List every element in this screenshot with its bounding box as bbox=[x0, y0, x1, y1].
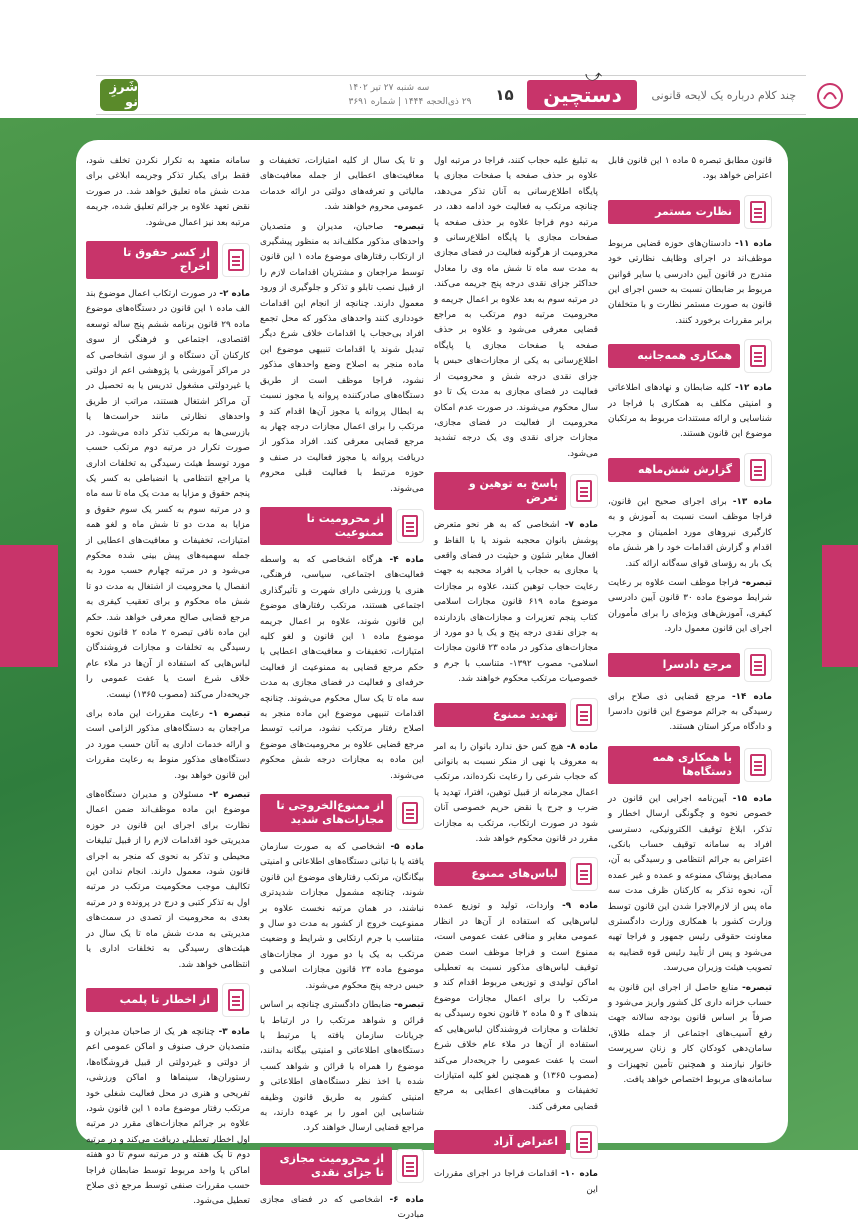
paragraph bbox=[86, 287, 250, 703]
paragraph-text: اشخاصی که به صورت سازمان یافته یا با تبانی دستگاه‌های اطلاعاتی و امنیتی بیگانگان، مرتکب رفتارهای موضوع این قانون شوند، چنانچه مشمول مجازات شدیدتری نباشند، در همان مرتبه نخست علاوه بر ممنوعیت خروج از کشور به مدت دو سال و متناسب با جرم ارتکابی و شرایط و وضعیت مرتکب به یک یا دو مورد از مجازات‌های موضوع ماده ۲۳ قانون مجازات اسلامی و حبس درجه پنج محکوم می‌شوند. bbox=[260, 842, 424, 991]
section-title: تهدید ممنوع bbox=[434, 703, 566, 727]
paragraph bbox=[608, 981, 772, 1089]
article-number: ماده ۲- bbox=[219, 289, 250, 300]
paragraph bbox=[608, 576, 772, 638]
section-heading bbox=[608, 648, 772, 682]
document-icon bbox=[396, 796, 424, 830]
section-heading bbox=[608, 195, 772, 229]
side-band-right bbox=[822, 545, 858, 667]
paragraph-text: هیچ کس حق ندارد بانوان را به امر به معروف یا نهی از منکر نسبت به بانوانی که حجاب شرعی را رعایت نکرده‌اند، مرتکب اعمال مجرمانه از قبیل توهین، افترا، تهدید یا ضرب و جرح یا نقض حریم خصوصی آنان شود در صورت ارتکاب، مرتکب به مجازات مقرر در قانون محکوم خواهد شد. bbox=[434, 741, 598, 845]
document-icon bbox=[744, 648, 772, 682]
section-title: مرجع دادسرا bbox=[608, 653, 740, 677]
article-number: ماده ۳- bbox=[218, 1026, 250, 1037]
document-icon bbox=[744, 453, 772, 487]
document-icon bbox=[570, 857, 598, 891]
column-3 bbox=[434, 154, 598, 1195]
document-icon bbox=[744, 339, 772, 373]
paragraph bbox=[86, 788, 250, 973]
document-icon bbox=[570, 474, 598, 508]
article-card bbox=[76, 140, 788, 1221]
paragraph-text: به تبلیغ علیه حجاب کنند، فراجا در مرتبه اول علاوه بر حذف صفحه یا صفحات مجازی یا پایگاه اطلاع‌رسانی به آنان تذکر می‌دهد، چنانچه مرتکب به فعالیت خود ادامه دهد، در مرتبه دوم فراجا علاوه بر حذف صفحه یا صفحات مجازی یا پایگاه اطلاع‌رسانی و محرومیت از هرگونه فعالیت در فضای مجازی به مدت سه ماه تا شش ماه وی را معادل حداکثر جزای نقدی درجه پنج جریمه می‌کند. در مرتبه سوم به بعد علاوه بر اعمال جریمه و محرومیت مرتبه دوم مرتکب به مراجع قضایی معرفی می‌شود و علاوه بر حذف صفحه یا صفحات مجازی یا پایگاه اطلاع‌رسانی به یکی از مجازات‌های حبس یا جزای نقدی درجه شش و محرومیت از فعالیت در فضای مجازی به مدت یک تا دو سال محکوم می‌شوند. در صورت عدم امکان محرومیت از فعالیت در فضای مجازی، مجازات جزای نقدی وی یک درجه تشدید می‌شود. bbox=[434, 156, 598, 459]
section-heading bbox=[608, 453, 772, 487]
document-icon bbox=[396, 509, 424, 543]
article-number: تبصره- bbox=[394, 1000, 424, 1011]
header-tagline: چند کلام درباره یک لایحه قانونی bbox=[651, 88, 796, 102]
article-number: تبصره- bbox=[394, 221, 424, 232]
date-line-1: سه شنبه ۲۷ تیر ۱۴۰۲ bbox=[348, 83, 430, 93]
document-icon bbox=[570, 1125, 598, 1159]
page-header bbox=[96, 75, 806, 115]
side-band-left bbox=[0, 545, 58, 667]
section-title: نظارت مستمر bbox=[608, 200, 740, 224]
article-number: ماده ۱۲- bbox=[734, 383, 772, 394]
section-heading bbox=[260, 507, 424, 545]
article-number: ماده ۱۱- bbox=[734, 238, 772, 249]
paragraph-text: برای اجرای صحیح این قانون، فراجا موظف است نسبت به آموزش و به کارگیری نیروهای مورد اطمینان و مجرب اقدام و گزارش اقدامات خود را هر شش ماه یک بار به رؤسای قوای سه‌گانه ارائه کند. bbox=[608, 496, 772, 569]
section-heading bbox=[86, 983, 250, 1017]
section-title: اعتراض آزاد bbox=[434, 1130, 566, 1154]
column-2 bbox=[260, 154, 424, 1221]
paragraph-text: کلیه ضابطان و نهادهای اطلاعاتی و امنیتی مکلف به همکاری با فراجا در شناسایی و ارائه مستندات مربوط به مرتکبان موضوع این قانون هستند. bbox=[608, 383, 772, 440]
date-line-2: ۲۹ ذی‌الحجه ۱۴۴۴ | شماره ۳۶۹۱ bbox=[348, 97, 472, 107]
paragraph bbox=[608, 495, 772, 572]
article-number: ماده ۱۳- bbox=[732, 496, 772, 507]
document-icon bbox=[570, 698, 598, 732]
article-number: ماده ۴- bbox=[389, 554, 424, 565]
paragraph bbox=[608, 237, 772, 329]
article-number: تبصره ۱- bbox=[209, 709, 250, 719]
article-number: ماده ۵- bbox=[390, 842, 424, 853]
document-icon bbox=[396, 1149, 424, 1183]
paragraph-text: هرگاه اشخاصی که به واسطه فعالیت‌های اجتماعی، سیاسی، فرهنگی، هنری یا ورزشی دارای شهرت و تأثیرگذاری اجتماعی هستند، مرتکب رفتارهای موضوع این قانون شوند، علاوه بر اعمال جریمه موضوع ماده ۱ این قانون و لغو کلیه امتیازات، تخفیفات و معافیت‌های اعطایی با حکم مرجع قضایی به ممنوعیت از فعالیت حرفه‌ای و فعالیت در فضای مجازی به مدت سه ماه تا یک سال محکوم می‌شوند. چنانچه اقدامات تنبیهی موضوع این ماده منجر به اصلاح رفتار مرتکب نشود، مراتب توسط مرجع قضایی علاوه بر محرومیت‌های موضوع این ماده به مجازات درجه شش محکوم می‌شوند. bbox=[260, 554, 424, 781]
paragraph-text: دادستان‌های حوزه قضایی مربوط موظف‌اند در اجرای وظایف نظارتی خود مندرج در قانون آیین دادرسی یا سایر قوانین مربوط بر ضابطان نسبت به حسن اجرای این قانون به صورت مستمر نظارت و با متخلفان برابر مقررات برخورد کنند. bbox=[608, 238, 772, 326]
document-icon bbox=[744, 195, 772, 229]
paragraph-text: در صورت ارتکاب اعمال موضوع بند الف ماده ۱ این قانون در دستگاه‌های موضوع ماده ۲۹ قانون برنامه ششم پنج ساله توسعه اقتصادی، اجتماعی و فرهنگی از سوی کارکنان آن دستگاه و از سوی اشخاصی که در مراکز آموزشی یا پژوهشی اعم از دولتی یا غیردولتی مشغول تدریس یا به تحصیل در آن مراکز اشتغال هستند، مراتب از طریق واحدهای نظارتی مانند حراست‌ها یا بازرسی‌ها به مرتکب تذکر داده می‌شود. در صورت تکرار در مرتبه دوم مرتکب حسب مورد توسط هیئت رسیدگی به تخلفات اداری یا مراجع انتظامی یا انضباطی به کسر یک پنجم حقوق و مزایا به مدت یک ماه تا سه ماه و در مرتبه سوم به کسر یک سوم حقوق و مزایا به مدت دو تا شش ماه و لغو همه امتیازات، تخفیفات و معافیت‌های اعطایی از جمله سهمیه‌های پیش بینی شده محکوم می‌شود و در مرتبه چهارم حسب مورد به انفصال یا محرومیت از اشتغال به مدت دو تا شش ماه محکوم و برای تعقیب کیفری به مرجع قضایی صالح معرفی خواهد شد. حکم این ماده نافی تبصره ۲ ماده ۲ قانون نحوه رسیدگی به تخلفات و مجازات فروشندگان لباس‌هایی که استفاده از آن‌ها در ملاء عام خلاف شرع است یا عفت عمومی را جریحه‌دار می‌کند (مصوب ۱۳۶۵) نیست. bbox=[86, 289, 250, 700]
section-title: از محرومیت مجازی تا جزای نقدی bbox=[260, 1147, 392, 1185]
article-number: تبصره- bbox=[742, 577, 772, 588]
section-title: پاسخ به توهین و تعرض bbox=[434, 472, 566, 510]
article-number: تبصره- bbox=[742, 982, 772, 993]
paragraph bbox=[434, 518, 598, 687]
section-title: از اخطار تا پلمب bbox=[86, 988, 218, 1012]
paragraph bbox=[608, 792, 772, 977]
section-title: لباس‌های ممنوع bbox=[434, 862, 566, 886]
paragraph-text: اشخاصی که به هر نحو متعرض پوشش بانوان محجبه شوند یا با الفاظ و افعال مغایر شئون و حیثیت در فضای واقعی یا مجازی به حجاب یا افراد محجبه به جهت رعایت حجاب توهین کنند، علاوه بر مجازات موضوع ماده ۶۱۹ قانون مجازات اسلامی کتاب پنجم تعزیرات و مجازات‌های بازدارنده به جزای نقدی درجه پنج و یک یا دو مورد از مجازات‌های مذکور در ماده ۲۳ قانون مجازات اسلامی- مصوب ۱۳۹۲- متناسب با جرم و خصوصیات مرتکب محکوم خواهند شد. bbox=[434, 520, 598, 685]
paragraph-text: واردات، تولید و توزیع عمده لباس‌هایی که استفاده از آن‌ها در انظار عمومی مغایر و منافی عفت عمومی است، ممنوع است و فراجا موظف است ضمن توقیف لباس‌های مذکور نسبت به تعطیلی اماکن تولیدی و توزیعی مربوط اقدام کند و مرتکب را برای اعمال مجازات موضوع بندهای ۴ و ۵ ماده ۲ قانون نحوه رسیدگی به تخلفات و مجازات فروشندگان لباس‌هایی که استفاده از آن‌ها در ملاء عام خلاف شرع است یا عفت عمومی را جریحه‌دار می‌کند (مصوب ۱۳۶۵) و همچنین لغو کلیه امتیازات تخفیفات و معافیت‌های اعطایی به مرجع قضایی معرفی کند. bbox=[434, 901, 598, 1112]
paragraph bbox=[434, 740, 598, 848]
column-1 bbox=[86, 154, 251, 1207]
article-number: ماده ۶- bbox=[389, 1194, 424, 1205]
article-number: ماده ۹- bbox=[562, 901, 598, 912]
curved-arrow-icon: ⤻ bbox=[585, 66, 603, 85]
article-number: ماده ۱۰- bbox=[561, 1169, 598, 1180]
section-heading bbox=[608, 746, 772, 784]
paragraph bbox=[260, 1193, 424, 1224]
column-4 bbox=[608, 154, 772, 1133]
section-heading bbox=[434, 1125, 598, 1159]
section-title: از محرومیت تا ممنوعیت bbox=[260, 507, 392, 545]
article-number: ماده ۸- bbox=[566, 741, 598, 752]
document-icon bbox=[222, 983, 250, 1017]
paragraph bbox=[260, 840, 424, 994]
section-brand: دستچین bbox=[527, 80, 637, 110]
paragraph bbox=[608, 381, 772, 443]
paragraph-text: ضابطان دادگستری چنانچه بر اساس قرائن و شواهد مرتکب را در ارتباط با جریانات سازمان یافته یا مرتبط با دستگاه‌های اطلاعاتی و امنیتی بیگانه بدانند، موضوع را همراه با قرائن و شواهد کسب شده با اخذ نظر دستگاه‌های اطلاعاتی و امنیتی کشور به طریق قانون وظیفه شناسایی این امور را بر عهده دارند، به مراجع قضایی ارسال خواهند کرد. bbox=[260, 1000, 424, 1134]
newspaper-logo: شَرزِ نو bbox=[100, 79, 138, 111]
paragraph-text: قانون مطابق تبصره ۵ ماده ۱ این قانون قابل اعتراض خواهد بود. bbox=[608, 156, 772, 182]
section-heading bbox=[86, 241, 250, 279]
paragraph-text: مسئولان و مدیران دستگاه‌های موضوع این ماده موظف‌اند ضمن اعمال نظارت برای اجرای این قانون در حوزه مدیریتی خود اقدامات لازم را از قبیل تبلیغات محیطی و تذکر به نحوی که منجر به اجرای قانون شود، معمول دارند. انجام ندادن این تکالیف موجب محکومیت مرتکب در مرتبه اول به تذکر کتبی و درج در پرونده و در مرتبه بعدی به محرومیت از تصدی در سمت‌های مدیریتی به مدت شش ماه تا یک سال در هیئت‌های رسیدگی به تخلفات اداری یا انتظامی خواهد شد. bbox=[86, 790, 250, 970]
paragraph bbox=[260, 220, 424, 497]
section-title: با همکاری همه دستگاه‌ها bbox=[608, 746, 740, 784]
section-title: از ممنوع‌الخروجی تا مجازات‌های شدید bbox=[260, 794, 392, 832]
paragraph-text: مرجع قضایی ذی صلاح برای رسیدگی به جرائم موضوع این قانون دادسرا و دادگاه مرکز استان هستند. bbox=[608, 691, 772, 733]
emblem-icon bbox=[810, 78, 850, 114]
paragraph-text: سامانه متعهد به تکرار نکردن تخلف شود، فقط برای یکبار تذکر وجریمه ابلاغی برای مدت شش ماه تعلیق خواهد شد. در صورت نقض تعهد علاوه بر جرائم تعلیق شده، جریمه مرتبه بعد نیز اعمال می‌شود. bbox=[86, 156, 250, 228]
section-heading bbox=[434, 698, 598, 732]
article-number: ماده ۱۴- bbox=[732, 691, 772, 702]
document-icon bbox=[744, 748, 772, 782]
section-title: از کسر حقوق تا اخراج bbox=[86, 241, 218, 279]
paragraph-text: فراجا موظف است علاوه بر رعایت شرایط موضوع ماده ۳۰ قانون آیین دادرسی کیفری، آموزش‌های ویژه‌ای را برای مأموران اجرای این قانون معمول دارد. bbox=[608, 577, 773, 635]
document-icon bbox=[222, 243, 250, 277]
section-heading bbox=[434, 857, 598, 891]
article-number: تبصره ۲- bbox=[209, 790, 251, 801]
section-heading bbox=[260, 794, 424, 832]
paragraph bbox=[608, 154, 772, 185]
section-title: گزارش شش‌ماهه bbox=[608, 458, 740, 482]
paragraph bbox=[608, 690, 772, 736]
paragraph bbox=[434, 1167, 598, 1198]
paragraph bbox=[260, 998, 424, 1137]
section-heading bbox=[260, 1147, 424, 1185]
paragraph-text: رعایت مقررات این ماده برای مراجعان به دستگاه‌های مذکور الزامی است و ارائه خدمات اداری به آنان حسب مورد در دستگاه‌های مذکور منوط به رعایت مقررات این قانون خواهد بود. bbox=[86, 709, 250, 781]
paragraph-text: صاحبان، مدیران و متصدیان واحدهای مذکور مکلف‌اند به منظور پیشگیری از ارتکاب رفتارهای موضوع ماده ۱ این قانون توسط مراجعان و مشتریان اقدامات لازم را از قبیل نصب تابلو و تذکر و جلوگیری از ورود معمول دارند. چنانچه از انجام این اقدامات خودداری کنند واحدهای مذکور که محل تجمع افراد بی‌حجاب یا اقدامات خلاف شرع دیگر تبدیل شوند یا اقدامات تنبیهی موضوع این ماده منجر به اصلاح وضع واحدهای مذکور نشود، فراجا موظف است از طریق دستگاه‌های صادرکننده پروانه یا مجوز نسبت به ابطال پروانه یا مجوز آن‌ها اقدام کند و مرتکب را برای اعمال مجازات درجه چهار به مرجع قضایی معرفی کند. افراد مذکور از دریافت پروانه یا مجوز فعالیت در صنف و حوزه مرتبط با فعالیت قبلی محروم می‌شوند. bbox=[260, 221, 424, 494]
paragraph-text: اقدامات فراجا در اجرای مقررات این bbox=[434, 1169, 598, 1195]
section-heading bbox=[434, 472, 598, 510]
paragraph bbox=[260, 154, 424, 216]
paragraph-text: آیین‌نامه اجرایی این قانون در خصوص نحوه و چگونگی ارسال اخطار و تذکر، ابلاغ توقیف الکترونیکی، دسترسی افراد به سامانه توقیف حساب بانکی، اعتراض به جرائم انتظامی و رسیدگی به آن، مصادیق پوشاک ممنوعه و عمده و غیر عمده آن، نحوه تذکر به کارکنان ظرف مدت سه ماه پس از لازم‌الاجرا شدن این قانون توسط وزارت کشور با همکاری وزارت دادگستری معاونت حقوقی رئیس جمهور و فراجا تهیه می‌شود و پس از تأیید رئیس قوه قضاییه به تصویب هیئت وزیران می‌رسد. bbox=[608, 793, 772, 974]
page-number: ۱۵ bbox=[495, 86, 514, 104]
paragraph bbox=[434, 899, 598, 1115]
article-number: ماده ۷- bbox=[564, 520, 598, 531]
paragraph-text: منابع حاصل از اجرای این قانون به حساب خزانه داری کل کشور واریز می‌شود و صرفاً بر اساس قانون بودجه سالانه جهت رفع آسیب‌های اجتماعی از جمله طلاق، سامان‌دهی کودکان کار و زنان سرپرست خانوار نیازمند و همچنین تأمین تجهیزات و سامانه‌های مربوط اختصاص خواهد یافت. bbox=[608, 982, 772, 1086]
paragraph bbox=[86, 154, 250, 231]
paragraph bbox=[86, 1025, 250, 1210]
paragraph-text: اشخاصی که در فضای مجازی مبادرت bbox=[260, 1194, 424, 1221]
paragraph-text: و تا یک سال از کلیه امتیازات، تخفیفات و معافیت‌های اعطایی از جمله معافیت‌های مالیاتی و تعرفه‌های دولتی در ارائه خدمات عمومی محروم خواهند شد. bbox=[260, 156, 424, 213]
paragraph bbox=[260, 553, 424, 784]
paragraph bbox=[86, 707, 250, 784]
date-info bbox=[334, 81, 485, 109]
section-title: همکاری همه‌جانبه bbox=[608, 344, 740, 368]
section-heading bbox=[608, 339, 772, 373]
paragraph bbox=[434, 154, 598, 462]
article-number: ماده ۱۵- bbox=[732, 793, 772, 804]
paragraph-text: چنانچه هر یک از صاحبان مدیران و متصدیان حرف صنوف و اماکن عمومی اعم از دولتی و غیردولتی از قبیل فروشگاه‌ها، رستوران‌ها، سینماها و اماکن ورزشی، تفریحی و هنری در محل فعالیت شغلی خود مرتکب رفتار موضوع ماده ۱ این قانون شود، علاوه بر جرائم مجازات‌های مقرر در مرتبه اول اخطار تعطیلی دریافت می‌کند و در مرتبه دوم تا یک هفته و در مرتبه سوم تا دو هفته اماکن یا واحد مربوط توسط ضابطان فراجا حسب مقررات صنفی توسط مرجع ذی صلاح تعطیل می‌شود. bbox=[86, 1026, 250, 1207]
